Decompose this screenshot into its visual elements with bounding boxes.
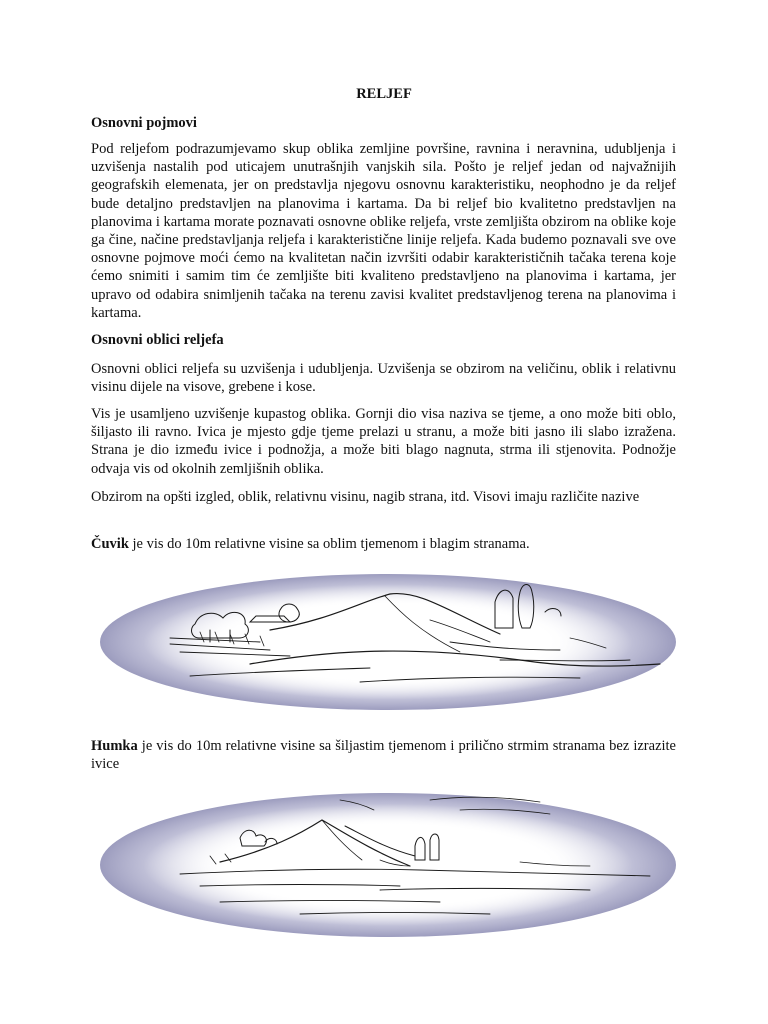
- section-basic-forms: [91, 331, 676, 349]
- cuvik-sketch: [100, 572, 676, 712]
- humka-sketch: [100, 790, 676, 940]
- cuvik-definition: [91, 535, 676, 553]
- cuvik-text: je vis do 10m relativne visine sa oblim tjemenom i blagim stranama.: [128, 536, 530, 552]
- vis-paragraph: Vis je usamljeno uzvišenje kupastog oblika. Gornji dio visa naziva se tjeme, a ono može biti oblo, šiljasto ili ravno. Ivica je mjesto gdje tjeme prelazi u stranu, a može biti jasno ili slabo izražena. Strana je dio između ivice i podnožja, a može biti blago nagnuta, strma ili stjenovita. Podnožje odvaja vis od okolnih zemljišnih oblika.: [91, 406, 676, 477]
- intro-paragraph: Pod reljefom podrazumjevamo skup oblika zemljine površine, ravnina i neravnina, udubljenja i uzvišenja nastalih pod uticajem unutrašnjih vanjskih sila. Pošto je reljef jedan od najvažnijih geografskih elemenata, jer on predstavlja njegovu osnovnu karakteristiku, neophodno je da reljef bude detaljno predstavljen na planovima i kartama. Da bi reljef bio kvalitetno predstavljen na planovima i kartama morate poznavati osnovne oblike reljefa, vrste zemljišta obzirom na oblike koje ga čine, načine predstavljanja reljefa i karakteristične linije reljefa. Kada budemo poznavali sve ove osnovne pojmove moći ćemo na kvalitetan način izvršiti odabir karakterističnih tačaka terena koje ćemo snimiti i samim tim će zemljište biti kvaliteno predstavljeno na planovima i kartama, jer upravo od odabira snimljenih tačaka na terenu zavisi kvalitet predstavljenog terena na planovima i kartama.: [91, 141, 676, 321]
- forms-paragraph-block: [91, 360, 676, 396]
- heading-osnovni-oblici: Osnovni oblici reljefa: [91, 332, 224, 348]
- heading-osnovni-pojmovi: Osnovni pojmovi: [91, 115, 197, 131]
- forms-paragraph: Osnovni oblici reljefa su uzvišenja i udubljenja. Uzvišenja se obzirom na veličinu, oblik i relativnu visinu dijele na visove, grebene i kose.: [91, 361, 676, 396]
- vignette-frame: [100, 793, 676, 937]
- names-paragraph: Obzirom na opšti izgled, oblik, relativnu visinu, nagib strana, itd. Visovi imaju različite nazive: [91, 489, 640, 505]
- cuvik-term: Čuvik: [91, 536, 129, 552]
- names-paragraph-block: [91, 488, 676, 506]
- section-basic-concepts: [91, 114, 676, 132]
- cuvik-illustration: [100, 572, 676, 712]
- cuvik-definition-block: [91, 535, 676, 553]
- humka-definition-block: [91, 737, 676, 773]
- page-title: RELJEF: [356, 86, 412, 102]
- humka-text: je vis do 10m relativne visine sa šiljastim tjemenom i prilično strmim stranama bez izrazite ivice: [91, 738, 676, 773]
- intro-paragraph-block: [91, 140, 676, 322]
- humka-illustration: [100, 790, 676, 940]
- humka-definition: [91, 737, 676, 773]
- humka-term: Humka: [91, 738, 138, 754]
- vis-paragraph-block: [91, 405, 676, 478]
